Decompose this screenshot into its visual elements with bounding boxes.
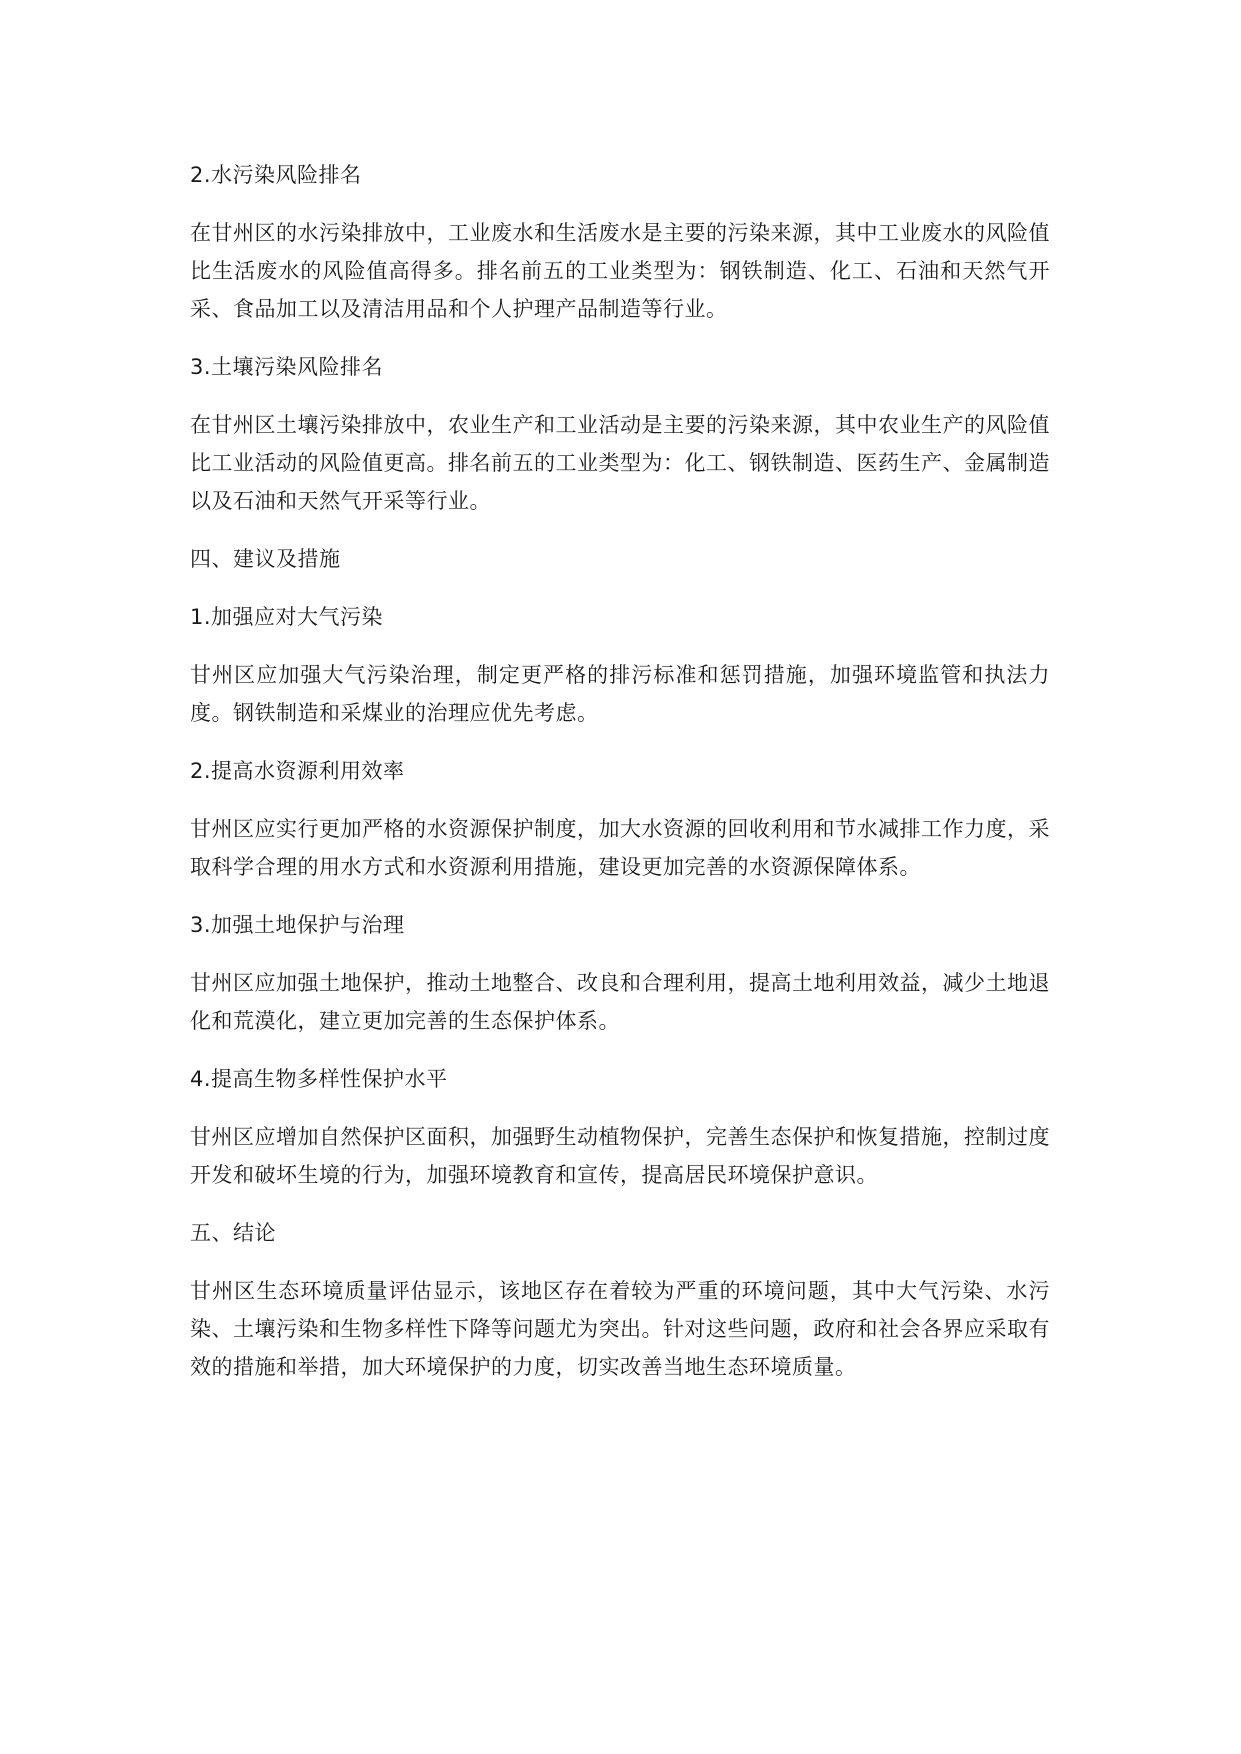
section-heading-land-protection: 3.加强土地保护与治理 <box>190 913 405 937</box>
paragraph-water-pollution: 在甘州区的水污染排放中，工业废水和生活废水是主要的污染来源，其中工业废水的风险值比生活废水的风险值高得多。排名前五的工业类型为：钢铁制造、化工、石油和天然气开采、食品加工以及清洁用品和个人护理产品制造等行业。 <box>190 221 1050 321</box>
chapter-heading-conclusion: 五、结论 <box>190 1221 276 1245</box>
section-heading-water-efficiency: 2.提高水资源利用效率 <box>190 759 405 783</box>
document-body <box>190 156 1050 1406</box>
section-heading-biodiversity: 4.提高生物多样性保护水平 <box>190 1067 448 1091</box>
section-heading-water-pollution: 2.水污染风险排名 <box>190 163 362 187</box>
paragraph-water-efficiency: 甘州区应实行更加严格的水资源保护制度，加大水资源的回收利用和节水减排工作力度，采取科学合理的用水方式和水资源利用措施，建设更加完善的水资源保障体系。 <box>190 817 1050 879</box>
paragraph-air-pollution: 甘州区应加强大气污染治理，制定更严格的排污标准和惩罚措施，加强环境监管和执法力度。钢铁制造和采煤业的治理应优先考虑。 <box>190 663 1050 725</box>
paragraph-biodiversity: 甘州区应增加自然保护区面积，加强野生动植物保护，完善生态保护和恢复措施，控制过度开发和破坏生境的行为，加强环境教育和宣传，提高居民环境保护意识。 <box>190 1125 1050 1187</box>
paragraph-soil-pollution: 在甘州区土壤污染排放中，农业生产和工业活动是主要的污染来源，其中农业生产的风险值比工业活动的风险值更高。排名前五的工业类型为：化工、钢铁制造、医药生产、金属制造以及石油和天然气开采等行业。 <box>190 413 1050 513</box>
section-heading-soil-pollution: 3.土壤污染风险排名 <box>190 355 384 379</box>
paragraph-land-protection: 甘州区应加强土地保护，推动土地整合、改良和合理利用，提高土地利用效益，减少土地退化和荒漠化，建立更加完善的生态保护体系。 <box>190 971 1050 1033</box>
paragraph-conclusion: 甘州区生态环境质量评估显示，该地区存在着较为严重的环境问题，其中大气污染、水污染、土壤污染和生物多样性下降等问题尤为突出。针对这些问题，政府和社会各界应采取有效的措施和举措，加大环境保护的力度，切实改善当地生态环境质量。 <box>190 1279 1050 1379</box>
chapter-heading-recommendations: 四、建议及措施 <box>190 547 341 571</box>
section-heading-air-pollution: 1.加强应对大气污染 <box>190 605 384 629</box>
